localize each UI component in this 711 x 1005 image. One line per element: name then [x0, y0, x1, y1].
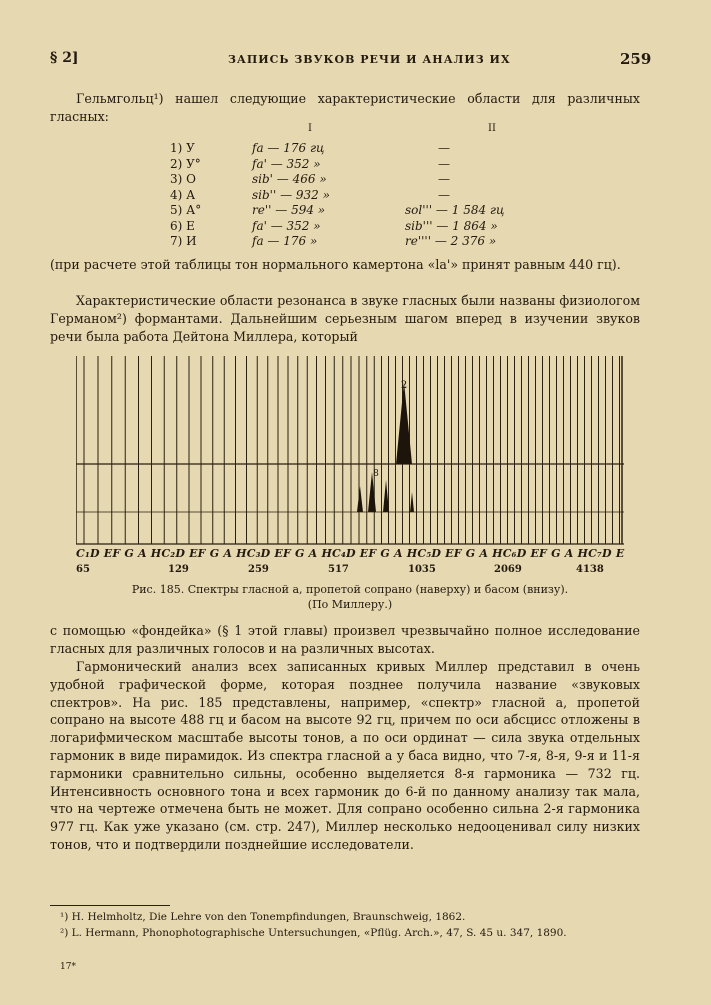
table-body	[170, 141, 550, 251]
section-marker: § 2]	[50, 50, 79, 66]
caption-line-2: (По Миллеру.)	[307, 598, 393, 611]
running-title: ЗАПИСЬ ЗВУКОВ РЕЧИ И АНАЛИЗ ИХ	[228, 53, 511, 66]
vowel-cell: 4) А	[170, 187, 196, 202]
vowel-cell: 5) А°	[170, 203, 202, 217]
frequency-label: 65	[76, 564, 90, 575]
formant-table	[170, 123, 550, 253]
footnote-2: ²) L. Hermann, Phonophotographische Untersuchungen, «Pflüg. Arch.», 47, S. 45 u. 347, 1890.	[60, 927, 567, 939]
vowel-cell: 2) У°	[170, 156, 201, 171]
bass-peak-label: 8	[373, 469, 379, 479]
page-number: 259	[620, 50, 652, 68]
caption-line-1: Рис. 185. Спектры гласной а, пропетой сопрано (наверху) и басом (внизу).	[131, 583, 569, 596]
frequency-label: 4138	[576, 564, 604, 575]
vowel-cell: 1) У	[170, 141, 195, 155]
bass-peak-11	[410, 492, 414, 512]
region-ii-cell: —	[438, 141, 450, 155]
region-i-cell: sib'' — 932 »	[252, 187, 330, 202]
signature-mark: 17*	[60, 962, 76, 972]
region-ii-cell: —	[438, 156, 450, 171]
footnote-1: ¹) H. Helmholtz, Die Lehre von den Tonempfindungen, Braunschweig, 1862.	[60, 911, 466, 923]
vowel-cell: 7) И	[170, 234, 197, 248]
paragraph-formants: Характеристические области резонанса в звуке гласных были названы физиологом Германом²) формантами. Дальнейшим серьезным шагом вперед в изучении звуков речи была работа Дейтона Миллера, который	[50, 293, 640, 344]
table-header-ii: II	[488, 123, 496, 134]
vowel-cell: 3) О	[170, 172, 196, 186]
region-i-cell: re'' — 594 »	[252, 203, 326, 217]
after-table-note: (при расчете этой таблицы тон нормального камертона «la'» принят равным 440 гц).	[50, 257, 621, 272]
frequency-label: 259	[248, 564, 269, 575]
note-axis-labels: C₁D EF G A HC₂D EF G A HC₃D EF G A HC₄D EF G A HC₅D EF G A HC₆D EF G A HC₇D E	[76, 547, 625, 560]
vowel-cell: 6) Е	[170, 218, 195, 233]
frequency-label: 1035	[408, 564, 436, 575]
table-header-i: I	[308, 123, 312, 134]
region-ii-cell: sib''' — 1 864 »	[405, 218, 498, 233]
region-i-cell: fa — 176 »	[252, 234, 318, 248]
soprano-peak-label: 2	[400, 380, 408, 391]
intro-paragraph: Гельмгольц¹) нашел следующие характеристические области для различных гласных:	[50, 91, 640, 124]
region-ii-cell: sol''' — 1 584 гц	[405, 203, 505, 217]
region-i-cell: fa — 176 гц	[252, 141, 325, 155]
region-ii-cell: —	[438, 172, 450, 186]
frequency-label: 517	[328, 564, 349, 575]
bass-peak-7	[357, 486, 363, 512]
paragraph-harmonic-analysis: Гармонический анализ всех записанных кривых Миллер представил в очень удобной графической форме, которая позднее получила название «звуковых спектров». На рис. 185 представлены, например, «спектр» гласной а, пропетой сопрано на высоте 488 гц и басом на высоте 92 гц, причем по оси абсцисс отложены в логарифмическом масштабе высоты тонов, а по оси ординат — сила звука отдельных гармоник в виде пирамидок. Из спектра гласной а у баса видно, что 7-я, 8-я, 9-я и 11-я гармоники сравнительно сильны, особенно выделяется 8-я гармоника — 732 гц. Интенсивность основного тона и всех гармоник до 6-й по данному анализу так мала, что на чертеже отмечена быть не может. Для сопрано особенно сильна 2-я гармоника 977 гц. Как уже указано (см. стр. 247), Миллер несколько недооценивал силу низких тонов, что и подтвердили позднейшие исследователи.	[50, 659, 640, 852]
region-i-cell: fa' — 352 »	[252, 156, 321, 171]
region-ii-cell: —	[438, 187, 450, 202]
region-ii-cell: re'''' — 2 376 »	[405, 234, 497, 248]
figure-caption	[50, 582, 650, 612]
region-i-cell: sib' — 466 »	[252, 172, 327, 186]
frequency-label: 129	[168, 564, 189, 575]
paragraph-fondeik: с помощью «фондейка» (§ 1 этой главы) произвел чрезвычайно полное исследование гласных для различных голосов и на различных высотах.	[50, 623, 640, 656]
region-i-cell: fa' — 352 »	[252, 218, 321, 233]
spectrum-figure	[76, 352, 624, 582]
frequency-label: 2069	[494, 564, 522, 575]
frequency-axis	[76, 564, 624, 580]
footnote-rule	[50, 905, 170, 906]
